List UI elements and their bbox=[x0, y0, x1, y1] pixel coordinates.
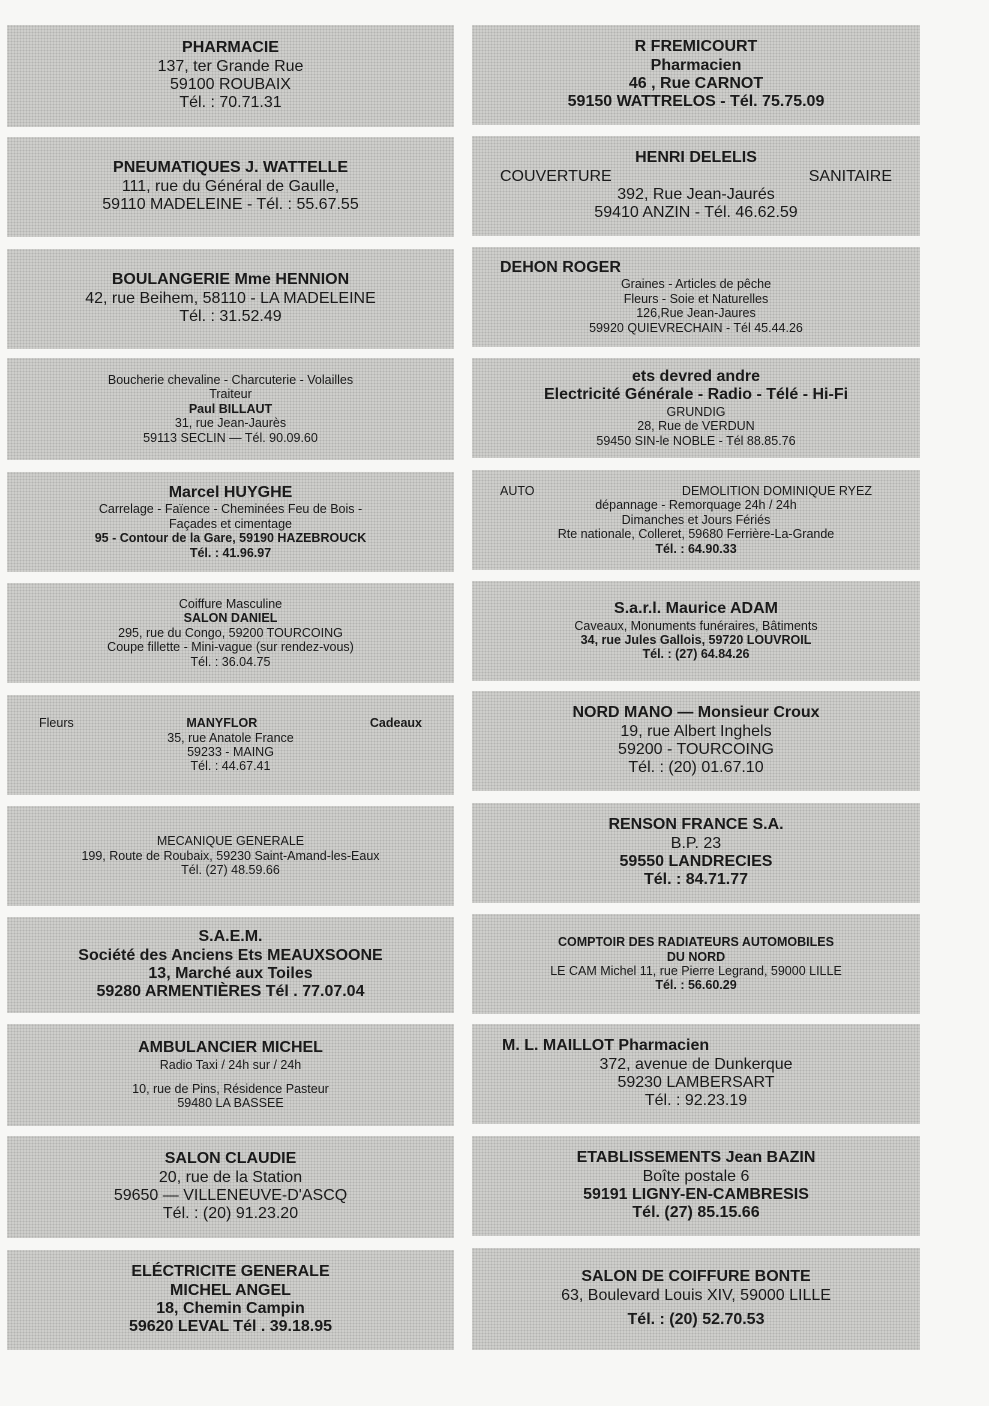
ad-brand: GRUNDIG bbox=[666, 404, 726, 419]
ad-address: 18, Chemin Campin bbox=[156, 1300, 305, 1317]
ad-city-phone: 59450 SIN-le NOBLE - Tél 88.85.76 bbox=[596, 433, 796, 448]
ad-ambulancier-michel bbox=[7, 1024, 454, 1126]
ad-city: 59191 LIGNY-EN-CAMBRESIS bbox=[583, 1186, 809, 1203]
ad-activity: SANITAIRE bbox=[808, 167, 892, 185]
ad-address: B.P. 23 bbox=[670, 834, 722, 852]
ad-header-row bbox=[480, 484, 912, 498]
ad-mecanique-generale bbox=[7, 806, 454, 906]
ad-activity: Caveaux, Monuments funéraires, Bâtiments bbox=[574, 618, 818, 633]
ad-title: MANYFLOR bbox=[186, 716, 258, 731]
ad-phone: Tél. : 44.67.41 bbox=[190, 759, 271, 774]
ad-activity: COUVERTURE bbox=[500, 167, 612, 185]
ad-title: S.a.r.l. Maurice ADAM bbox=[614, 600, 778, 618]
ad-activity: dépannage - Remorquage 24h / 24h bbox=[595, 498, 797, 513]
ad-title: Marcel HUYGHE bbox=[168, 484, 293, 502]
ad-address: 111, rue du Général de Gaulle, bbox=[121, 177, 340, 195]
ad-ets-devred bbox=[472, 358, 920, 458]
ad-phone: Tél. (27) 48.59.66 bbox=[181, 863, 280, 878]
ad-pneumatiques-wattelle bbox=[7, 137, 454, 237]
ad-title: SALON CLAUDIE bbox=[164, 1150, 297, 1168]
ad-address: 20, rue de la Station bbox=[158, 1168, 303, 1186]
ad-ml-maillot bbox=[472, 1024, 920, 1124]
ad-phone: Tél. : 92.23.19 bbox=[644, 1092, 748, 1110]
ad-activity: Pharmacien bbox=[650, 56, 742, 74]
ad-jean-bazin bbox=[472, 1136, 920, 1236]
ad-dehon-roger bbox=[472, 247, 920, 347]
ad-title: SALON DANIEL bbox=[183, 611, 278, 626]
ad-address: 34, rue Jules Gallois, 59720 LOUVROIL bbox=[580, 633, 812, 647]
ad-phone: Tél. : (20) 52.70.53 bbox=[627, 1311, 765, 1329]
ad-city-phone: 59620 LEVAL Tél . 39.18.95 bbox=[128, 1318, 333, 1336]
ad-address: LE CAM Michel 11, rue Pierre Legrand, 59000 LILLE bbox=[550, 964, 842, 978]
ad-city: 59550 LANDRECIES bbox=[619, 853, 773, 870]
ad-title: COMPTOIR DES RADIATEURS AUTOMOBILES bbox=[558, 935, 834, 950]
ad-title: R FREMICOURT bbox=[634, 38, 758, 56]
ad-title: AMBULANCIER MICHEL bbox=[138, 1039, 323, 1057]
ad-title: ETABLISSEMENTS Jean BAZIN bbox=[576, 1149, 816, 1167]
ad-phone: Tél. : 36.04.75 bbox=[190, 654, 271, 669]
ad-boucherie-billaut bbox=[7, 358, 454, 460]
ad-city: 59480 LA BASSEE bbox=[177, 1096, 284, 1111]
ad-activity: Traiteur bbox=[209, 387, 252, 402]
ad-phone: Tél. : 70.71.31 bbox=[179, 94, 282, 112]
ad-city-phone: 59113 SECLIN — Tél. 90.09.60 bbox=[143, 430, 318, 445]
ad-title: SALON DE COIFFURE BONTE bbox=[581, 1268, 811, 1286]
ad-city: 59233 - MAING bbox=[187, 745, 274, 759]
ad-activity: Radio Taxi / 24h sur / 24h bbox=[159, 1057, 302, 1072]
ad-boulangerie-hennion bbox=[7, 249, 454, 349]
ad-pharmacie-roubaix bbox=[7, 25, 454, 127]
ad-phone: Tél. : (20) 91.23.20 bbox=[162, 1205, 299, 1223]
ad-manyflor bbox=[7, 695, 454, 795]
ad-address: 19, rue Albert Inghels bbox=[620, 722, 772, 740]
ad-title: BOULANGERIE Mme HENNION bbox=[111, 271, 350, 289]
ad-address: 10, rue de Pins, Résidence Pasteur bbox=[132, 1082, 329, 1096]
ad-phone: Tél. : 64.90.33 bbox=[655, 541, 737, 556]
ad-phone: Tél. (27) 85.15.66 bbox=[632, 1204, 760, 1222]
ad-city-phone: 59280 ARMENTIÈRES Tél . 77.07.04 bbox=[96, 983, 365, 1001]
ad-activity: Fleurs bbox=[39, 716, 74, 731]
ad-title: NORD MANO — Monsieur Croux bbox=[572, 704, 820, 722]
ad-title: PNEUMATIQUES J. WATTELLE bbox=[113, 159, 348, 177]
ad-title: DEMOLITION DOMINIQUE RYEZ bbox=[681, 484, 872, 499]
ad-address: 42, rue Beihem, 58110 - LA MADELEINE bbox=[85, 289, 376, 307]
ad-henri-delelis bbox=[472, 136, 920, 236]
ad-activity: Dimanches et Jours Fériés bbox=[621, 512, 771, 527]
ad-activity: Coupe fillette - Mini-vague (sur rendez-vous) bbox=[107, 640, 354, 655]
ad-title: Paul BILLAUT bbox=[188, 401, 273, 416]
ad-title: MECANIQUE GENERALE bbox=[156, 834, 305, 849]
ad-activity: Cadeaux bbox=[369, 716, 422, 731]
ad-address: 28, Rue de VERDUN bbox=[637, 419, 755, 434]
ad-activity: Coiffure Masculine bbox=[178, 597, 283, 612]
ad-address: 46 , Rue CARNOT bbox=[628, 75, 764, 92]
ad-phone: Tél. : (20) 01.67.10 bbox=[628, 759, 764, 777]
ad-activity: Fleurs - Soie et Naturelles bbox=[623, 291, 769, 306]
ad-city-phone: 59920 QUIEVRECHAIN - Tél 45.44.26 bbox=[589, 320, 803, 335]
ad-city: 59230 LAMBERSART bbox=[617, 1074, 775, 1091]
ad-activity: Façades et cimentage bbox=[169, 516, 292, 531]
ad-activity: AUTO bbox=[500, 484, 535, 499]
ad-renson-france bbox=[472, 803, 920, 903]
ad-city-phone: 59150 WATTRELOS - Tél. 75.75.09 bbox=[567, 93, 825, 111]
ad-r-fremicourt bbox=[472, 25, 920, 125]
ad-title: DU NORD bbox=[666, 949, 726, 964]
ad-address: 13, Marché aux Toiles bbox=[148, 965, 313, 982]
ad-address: 392, Rue Jean-Jaurés bbox=[617, 186, 775, 203]
ad-address: 35, rue Anatole France bbox=[167, 730, 294, 745]
ad-activity: ELÉCTRICITE GENERALE bbox=[131, 1263, 330, 1281]
ad-phone: Tél. : 56.60.29 bbox=[655, 978, 737, 993]
ad-activity: Graines - Articles de pêche bbox=[620, 277, 772, 292]
ad-title: HENRI DELELIS bbox=[635, 149, 757, 167]
ad-title: M. L. MAILLOT Pharmacien bbox=[502, 1037, 710, 1055]
ad-phone: Tél. : (27) 64.84.26 bbox=[642, 647, 750, 662]
ad-address: 126,Rue Jean-Jaures bbox=[636, 306, 756, 321]
ad-activity: Boucherie chevaline - Charcuterie - Volailles bbox=[107, 373, 354, 388]
ad-address: 95 - Contour de la Gare, 59190 HAZEBROUCK bbox=[94, 531, 367, 546]
ad-city-phone: 59110 MADELEINE - Tél. : 55.67.55 bbox=[102, 196, 359, 214]
ad-address: Rte nationale, Colleret, 59680 Ferrière-La-Grande bbox=[557, 527, 835, 542]
ad-company: Société des Anciens Ets MEAUXSOONE bbox=[78, 946, 383, 964]
ad-address: 199, Route de Roubaix, 59230 Saint-Amand-les-Eaux bbox=[81, 848, 380, 863]
ad-salon-bonte bbox=[472, 1248, 920, 1350]
ad-title: DEHON ROGER bbox=[500, 259, 621, 277]
ad-activity: Carrelage - Faïence - Cheminées Feu de Bois - bbox=[98, 502, 363, 517]
ad-address: 372, avenue de Dunkerque bbox=[599, 1055, 793, 1073]
ad-city-phone: 59410 ANZIN - Tél. 46.62.59 bbox=[594, 204, 798, 222]
ad-address: Boîte postale 6 bbox=[642, 1167, 750, 1185]
ad-michel-angel bbox=[7, 1250, 454, 1350]
ad-phone: Tél. : 84.71.77 bbox=[643, 871, 749, 889]
ad-address: 31, rue Jean-Jaurès bbox=[174, 416, 287, 431]
ad-title: MICHEL ANGEL bbox=[170, 1281, 291, 1299]
ad-phone: Tél. : 31.52.49 bbox=[179, 308, 282, 326]
ad-city: 59100 ROUBAIX bbox=[170, 76, 291, 93]
ad-header-row bbox=[15, 716, 446, 730]
ad-title: RENSON FRANCE S.A. bbox=[608, 816, 784, 834]
ad-saem bbox=[7, 917, 454, 1013]
ad-marcel-huyghe bbox=[7, 472, 454, 572]
ad-header-row bbox=[480, 168, 912, 186]
ad-comptoir-radiateurs bbox=[472, 914, 920, 1014]
ad-address: 63, Boulevard Louis XIV, 59000 LILLE bbox=[561, 1286, 831, 1304]
ad-phone: Tél. : 41.96.97 bbox=[189, 545, 272, 560]
ad-title: S.A.E.M. bbox=[198, 928, 263, 946]
ad-title: ets devred andre bbox=[631, 368, 761, 386]
ad-address: 295, rue du Congo, 59200 TOURCOING bbox=[118, 625, 343, 640]
ad-salon-claudie bbox=[7, 1136, 454, 1238]
ad-demolition-ryez bbox=[472, 470, 920, 570]
ad-address: 137, ter Grande Rue bbox=[157, 57, 304, 75]
ad-maurice-adam bbox=[472, 581, 920, 681]
ad-city: 59200 - TOURCOING bbox=[618, 741, 774, 758]
ad-nord-mano bbox=[472, 691, 920, 791]
ad-title: PHARMACIE bbox=[182, 39, 279, 57]
ad-salon-daniel bbox=[7, 583, 454, 683]
ad-city: 59650 — VILLENEUVE-D'ASCQ bbox=[113, 1187, 348, 1204]
ad-activity: Electricité Générale - Radio - Télé - Hi-Fi bbox=[543, 386, 849, 404]
